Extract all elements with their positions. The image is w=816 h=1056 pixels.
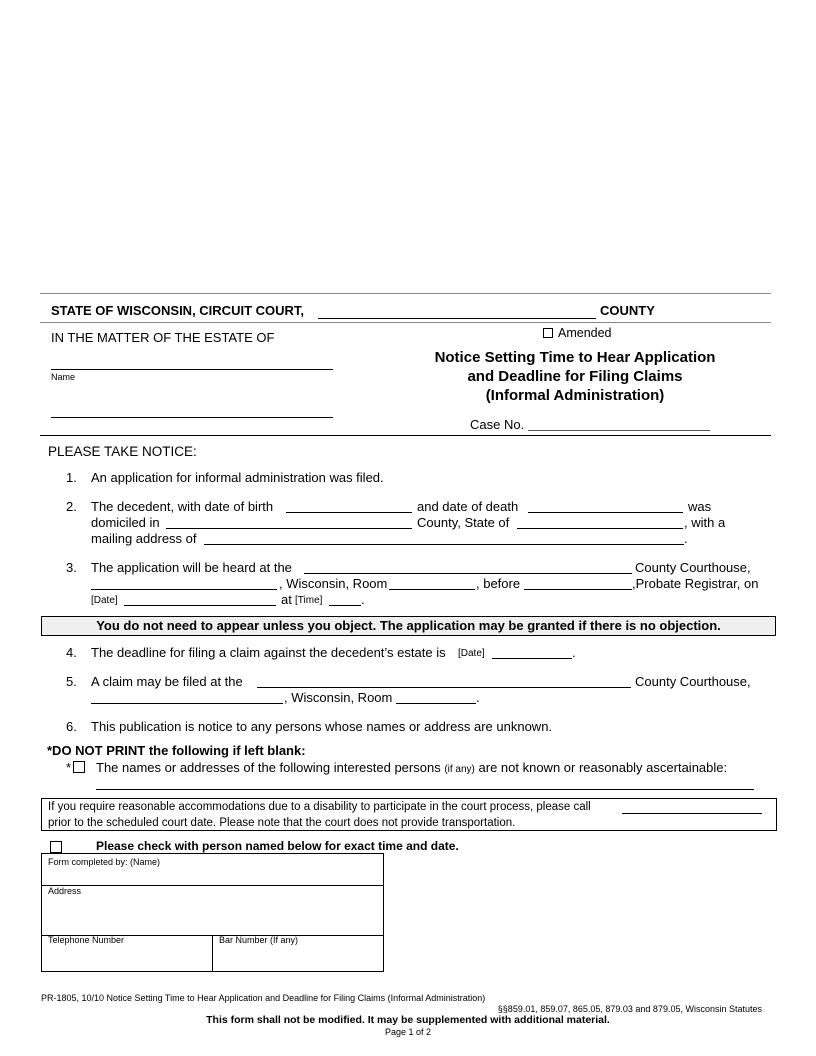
item-4-text-a: The deadline for filing a claim against the decedent’s estate is <box>91 645 446 660</box>
court-line-label: STATE OF WISCONSIN, CIRCUIT COURT, <box>51 303 305 318</box>
name-label: Name <box>51 372 76 382</box>
notice-heading: PLEASE TAKE NOTICE: <box>48 444 197 459</box>
check-with-person-text: Please check with person named below for exact time and date. <box>96 839 459 853</box>
item-3-number: 3. <box>66 560 77 575</box>
bar-number-label: Bar Number (If any) <box>219 935 299 945</box>
item-3-date-label: [Date] <box>91 595 118 606</box>
decedent-name-field-2[interactable] <box>51 417 333 418</box>
address-label: Address <box>48 886 82 896</box>
accommodation-line-2: prior to the scheduled court date. Please note that the court does not provide transportation. <box>48 817 516 829</box>
footer-statutes: §§859.01, 859.07, 865.05, 879.03 and 879.05, Wisconsin Statutes <box>497 1004 762 1014</box>
domicile-state-field[interactable] <box>517 528 683 529</box>
item-4-text-c: . <box>572 645 576 660</box>
item-6-number: 6. <box>66 719 77 734</box>
footer-warning: This form shall not be modified. It may be supplemented with additional material. <box>206 1014 610 1026</box>
domicile-county-field[interactable] <box>166 528 412 529</box>
birth-date-field[interactable] <box>286 512 412 513</box>
item-2-number: 2. <box>66 499 77 514</box>
decedent-name-field[interactable] <box>51 369 333 370</box>
no-appearance-banner: You do not need to appear unless you object. The application may be granted if there is no objection. <box>41 616 776 636</box>
completed-by-label: Form completed by: (Name) <box>48 857 161 867</box>
amended-checkbox[interactable] <box>543 328 553 338</box>
footer-form-id: PR-1805, 10/10 Notice Setting Time to Hear Application and Deadline for Filing Claims (Informal Administration) <box>41 993 486 1003</box>
hearing-room-field[interactable] <box>389 589 475 590</box>
claim-deadline-field[interactable] <box>492 658 572 659</box>
item-2-text-c: was <box>688 499 712 514</box>
item-3-text-i: . <box>361 592 365 607</box>
amended-label: Amended <box>558 326 612 340</box>
unknown-persons-text <box>96 760 727 775</box>
item-2-text-d: domiciled in <box>91 515 160 530</box>
item-6-text: This publication is notice to any persons whose names or address are unknown. <box>91 719 553 734</box>
mailing-address-field[interactable] <box>204 544 684 545</box>
claim-room-field[interactable] <box>396 703 476 704</box>
item-2-text-a: The decedent, with date of birth <box>91 499 274 514</box>
item-4-number: 4. <box>66 645 77 660</box>
document-title <box>390 348 760 405</box>
telephone-label: Telephone Number <box>48 935 125 945</box>
county-label: COUNTY <box>600 303 655 318</box>
hearing-date-field[interactable] <box>124 605 276 606</box>
registrar-name-field[interactable] <box>524 589 632 590</box>
check-with-person-checkbox[interactable] <box>50 841 62 853</box>
unknown-persons-text-c: are not known or reasonably ascertainable: <box>478 760 728 775</box>
unknown-persons-if-any: (if any) <box>444 764 475 775</box>
unknown-persons-field[interactable] <box>96 789 754 790</box>
hearing-city-field[interactable] <box>91 589 277 590</box>
caption-rule <box>40 322 771 323</box>
footer-page-number: Page 1 of 2 <box>384 1027 432 1037</box>
item-5-text-b: County Courthouse, <box>635 674 751 689</box>
accommodation-line-1: If you require reasonable accommodations due to a disability to participate in the court process, please call <box>48 801 591 813</box>
item-3-text-a: The application will be heard at the <box>91 560 292 575</box>
item-3-text-c: , Wisconsin, Room <box>279 576 388 591</box>
item-5-text-d: . <box>476 690 480 705</box>
item-3-text-d: , before <box>476 576 521 591</box>
item-3-time-label: [Time] <box>295 595 323 606</box>
claim-courthouse-field[interactable] <box>257 687 631 688</box>
address-cell[interactable] <box>41 885 384 936</box>
top-rule <box>40 293 771 294</box>
unknown-persons-text-a: The names or addresses of the following interested persons <box>96 760 441 775</box>
title-line-1: Notice Setting Time to Hear Application <box>434 349 716 366</box>
item-3-text-b: County Courthouse, <box>635 560 751 575</box>
caption-bottom-rule <box>40 435 771 436</box>
item-3-text-g: at <box>281 592 292 607</box>
item-5-text-c: , Wisconsin, Room <box>284 690 393 705</box>
item-2-text-b: and date of death <box>417 499 519 514</box>
item-3-text-e: ,Probate Registrar, on <box>632 576 759 591</box>
hearing-time-field[interactable] <box>329 605 361 606</box>
hearing-courthouse-field[interactable] <box>304 573 632 574</box>
death-date-field[interactable] <box>528 512 683 513</box>
item-1-number: 1. <box>66 470 77 485</box>
unknown-persons-checkbox[interactable] <box>73 761 85 773</box>
county-name-field[interactable] <box>318 318 596 319</box>
item-4-date-label: [Date] <box>458 648 485 659</box>
do-not-print-star: * <box>66 760 72 775</box>
item-5-number: 5. <box>66 674 77 689</box>
item-2-text-h: . <box>684 531 688 546</box>
item-2-text-e: County, State of <box>417 515 510 530</box>
case-no-label: Case No. <box>470 417 525 432</box>
do-not-print-heading: *DO NOT PRINT the following if left blank: <box>47 743 306 758</box>
item-2-text-g: mailing address of <box>91 531 197 546</box>
item-1-text: An application for informal administration was filed. <box>91 470 384 485</box>
case-no-field[interactable] <box>528 430 710 431</box>
accommodation-phone-field[interactable] <box>622 813 762 814</box>
estate-of-label: IN THE MATTER OF THE ESTATE OF <box>51 330 275 345</box>
title-line-3: (Informal Administration) <box>485 387 665 404</box>
item-5-text-a: A claim may be filed at the <box>91 674 243 689</box>
item-2-text-f: , with a <box>684 515 726 530</box>
title-line-2: and Deadline for Filing Claims <box>467 368 683 385</box>
claim-city-field[interactable] <box>91 703 283 704</box>
